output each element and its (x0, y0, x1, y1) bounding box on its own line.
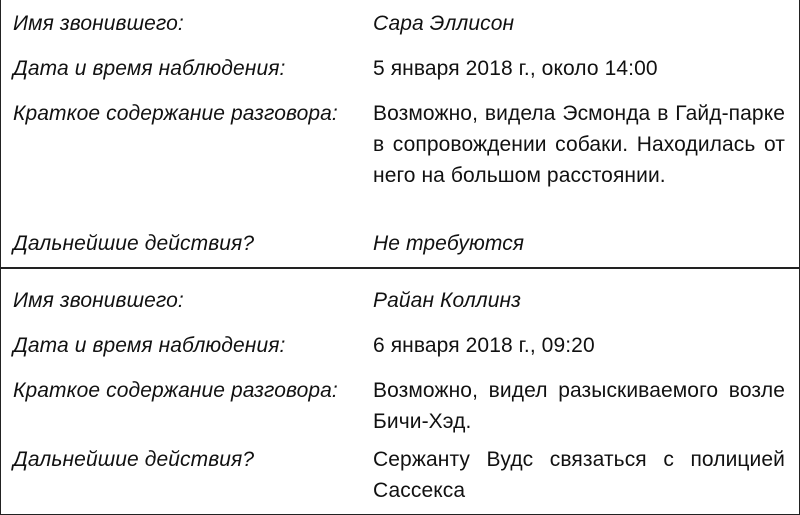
call-record-2 (1, 267, 799, 515)
action-label: Дальнейшие действия? (13, 448, 255, 471)
datetime-row (1, 53, 799, 98)
datetime-value: 5 января 2018 г., около 14:00 (373, 57, 658, 80)
action-value: Не требуются (373, 232, 525, 255)
action-row (1, 228, 799, 268)
caller-label: Имя звонившего: (13, 289, 184, 312)
datetime-row (1, 330, 799, 375)
datetime-label: Дата и время наблюдения: (13, 57, 286, 80)
summary-value: Возможно, видел разыскиваемого возле Бичи-Хэд. (373, 379, 785, 433)
summary-row (1, 375, 799, 444)
caller-label: Имя звонившего: (13, 12, 184, 35)
caller-row (1, 8, 799, 53)
summary-value: Возможно, видела Эсмонда в Гайд-парке в сопровождении собаки. Находилась от него на большом расстоянии. (373, 102, 785, 187)
summary-row (1, 98, 799, 228)
summary-label: Краткое содержание разговора: (13, 379, 338, 402)
caller-row (1, 285, 799, 330)
action-value: Сержанту Вудс связаться с полицией Сассекса (373, 448, 785, 502)
datetime-value: 6 января 2018 г., 09:20 (373, 334, 595, 357)
caller-value: Райан Коллинз (373, 289, 522, 312)
action-label: Дальнейшие действия? (13, 232, 255, 255)
action-row (1, 444, 799, 514)
summary-label: Краткое содержание разговора: (13, 102, 338, 125)
call-record-1 (1, 0, 799, 267)
datetime-label: Дата и время наблюдения: (13, 334, 286, 357)
caller-value: Сара Эллисон (373, 12, 515, 35)
